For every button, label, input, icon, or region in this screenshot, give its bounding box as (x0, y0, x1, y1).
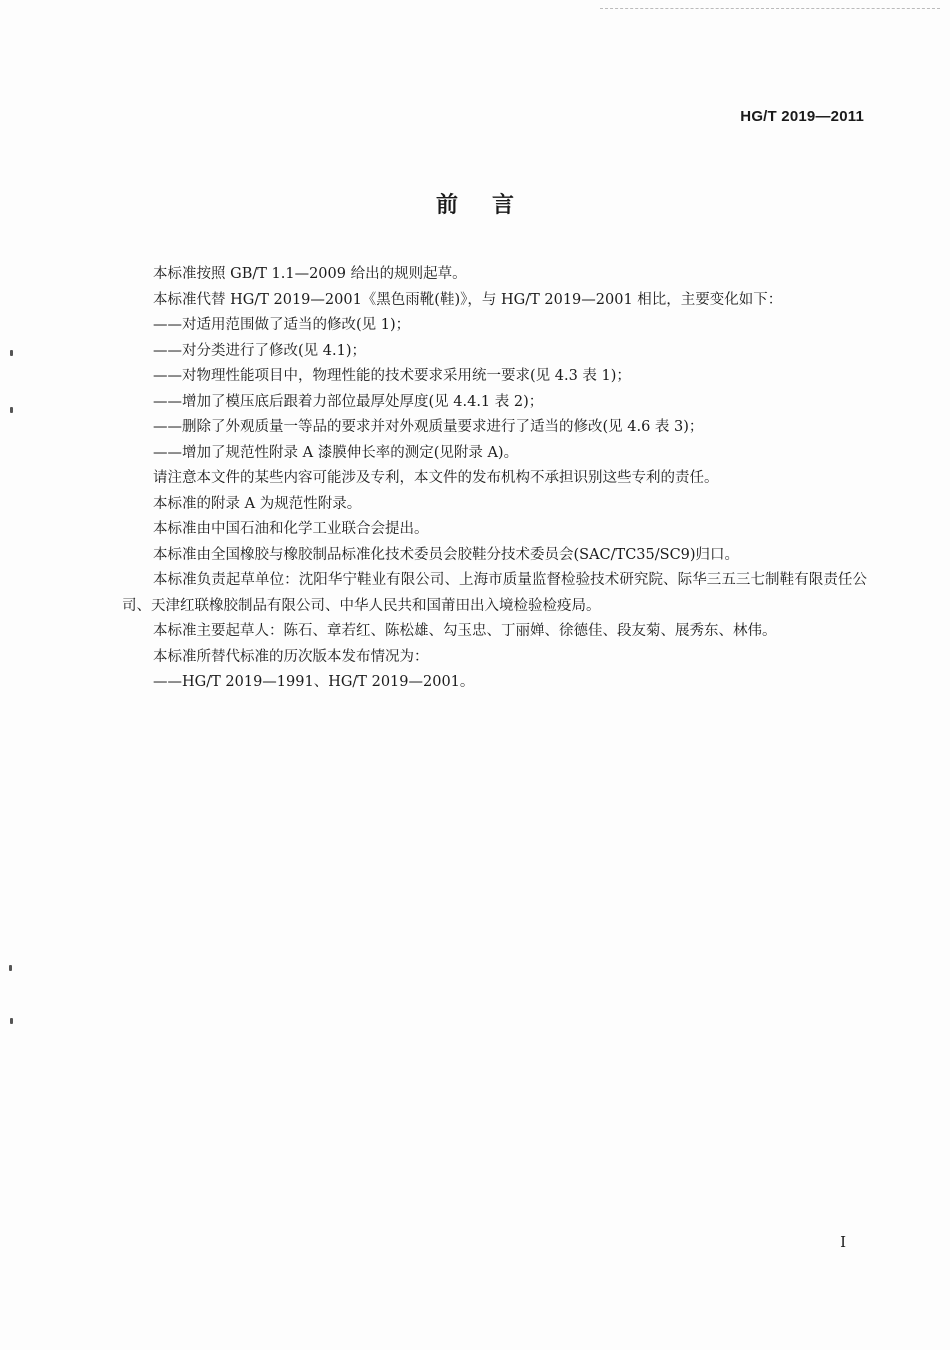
paragraph: 本标准主要起草人：陈石、章若红、陈松雄、勾玉忠、丁丽婵、徐德佳、段友菊、展秀东、林伟。 (153, 623, 777, 639)
paragraph: 本标准负责起草单位：沈阳华宁鞋业有限公司、上海市质量监督检验技术研究院、际华三五三七制鞋有限责任公司、天津红联橡胶制品有限公司、中华人民共和国莆田出入境检验检疫局。 (122, 572, 867, 614)
document-code: HG/T 2019—2011 (740, 108, 864, 125)
paragraph: 本标准由中国石油和化学工业联合会提出。 (153, 521, 429, 537)
paragraph: 本标准按照 GB/T 1.1—2009 给出的规则起草。 (153, 266, 467, 282)
paragraph: 本标准的附录 A 为规范性附录。 (153, 495, 362, 512)
paragraph: 本标准代替 HG/T 2019—2001《黑色雨靴(鞋)》，与 HG/T 2019—2001 相比，主要变化如下： (153, 291, 783, 308)
paragraph: 本标准由全国橡胶与橡胶制品标准化技术委员会胶鞋分技术委员会(SAC/TC35/SC9)归口。 (153, 546, 740, 563)
foreword-body (122, 262, 867, 696)
list-item: ——增加了模压底后跟着力部位最厚处厚度(见 4.4.1 表 2)； (153, 393, 544, 410)
paragraph: 本标准所替代标准的历次版本发布情况为： (153, 648, 429, 665)
page-number: I (840, 1233, 846, 1251)
list-item: ——HG/T 2019—1991、HG/T 2019—2001。 (153, 674, 475, 690)
paragraph: 请注意本文件的某些内容可能涉及专利，本文件的发布机构不承担识别这些专利的责任。 (153, 470, 719, 486)
list-item: ——对适用范围做了适当的修改(见 1)； (153, 317, 411, 333)
scan-artifact-mark (9, 965, 12, 971)
list-item: ——对分类进行了修改(见 4.1)； (153, 342, 366, 359)
list-item: ——对物理性能项目中，物理性能的技术要求采用统一要求(见 4.3 表 1)； (153, 368, 631, 384)
scan-edge-line (600, 8, 940, 9)
list-item: ——删除了外观质量一等品的要求并对外观质量要求进行了适当的修改(见 4.6 表 3)； (153, 419, 704, 435)
list-item: ——增加了规范性附录 A 漆膜伸长率的测定(见附录 A)。 (153, 444, 519, 461)
scan-artifact-mark (10, 350, 13, 356)
scan-artifact-mark (10, 407, 13, 413)
section-title: 前言 (435, 193, 548, 218)
scan-artifact-mark (10, 1018, 13, 1024)
